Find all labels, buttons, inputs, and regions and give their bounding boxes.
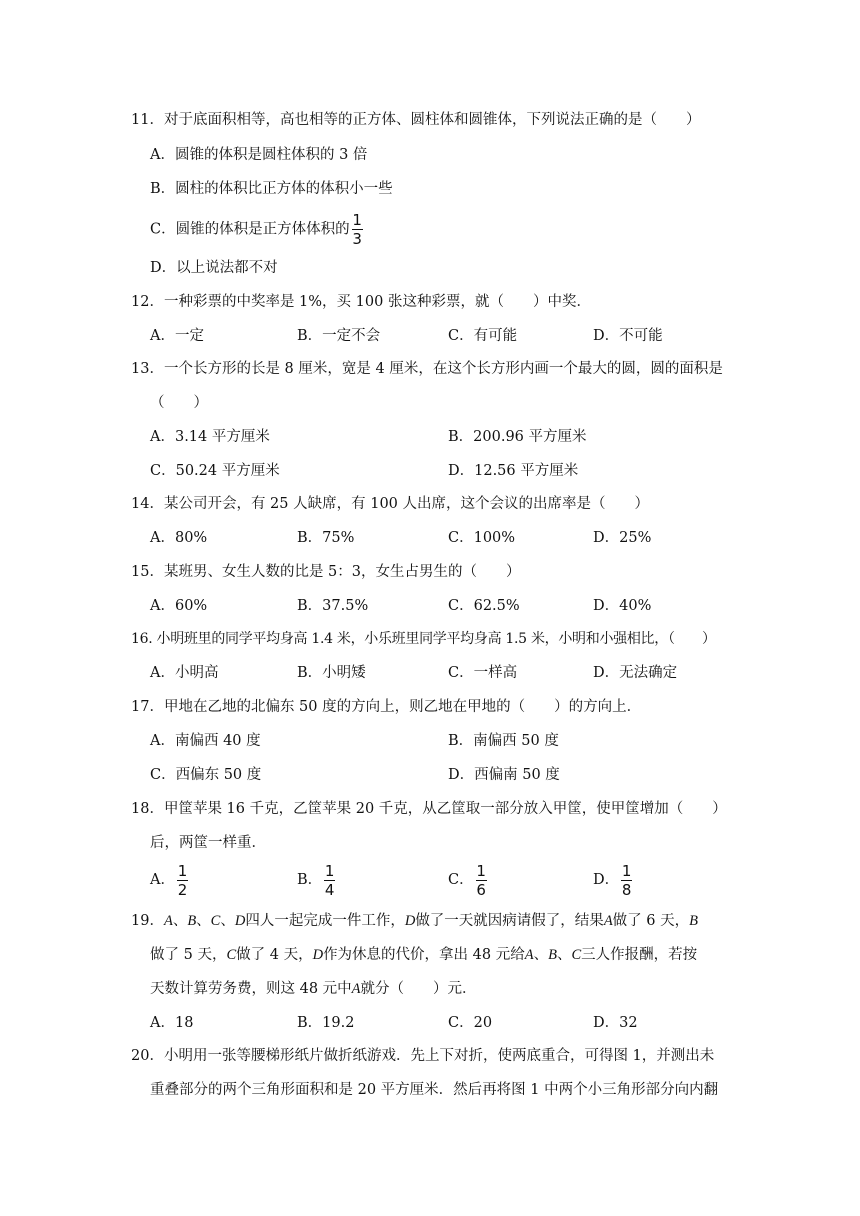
q11-option-a: A．圆锥的体积是圆柱体积的 3 倍 <box>150 147 368 163</box>
q15-option-c: C．62.5% <box>448 598 520 614</box>
q12-option-c: C．有可能 <box>448 328 518 344</box>
q11-fraction: $\frac{1}{3}$ <box>352 211 362 248</box>
q12-stem: 12．一种彩票的中奖率是 1%，买 100 张这种彩票，就（ ）中奖． <box>131 294 591 310</box>
q13-option-c: C．50.24 平方厘米 <box>150 463 280 479</box>
q13-option-b: B．200.96 平方厘米 <box>448 429 587 445</box>
q17-stem: 17．甲地在乙地的北偏东 50 度的方向上，则乙地在甲地的（ ）的方向上． <box>131 699 642 715</box>
q14-stem: 14．某公司开会，有 25 人缺席，有 100 人出席，这个会议的出席率是（ ） <box>131 496 650 512</box>
q16-option-c: C．一样高 <box>448 665 518 681</box>
q15-stem: 15．某班男、女生人数的比是 5：3，女生占男生的（ ） <box>131 564 521 580</box>
q14-option-b: B．75% <box>297 530 355 546</box>
q11-option-c-text: C．圆锥的体积是正方体体积的 <box>150 221 350 238</box>
q19-stem-line3: 天数计算劳务费，则这 48 元中A就分（ ）元． <box>150 981 477 997</box>
q16-stem: 16. 小明班里的同学平均身高 1.4 米，小乐班里同学平均身高 1.5 米，小明和小强相比，（ ） <box>131 631 716 647</box>
q18-option-d: D． $\frac{1}{8}$ <box>593 861 632 899</box>
q11-option-c <box>150 212 363 247</box>
q18-option-b: B． $\frac{1}{4}$ <box>297 861 335 899</box>
q16-option-a: A．小明高 <box>150 665 219 681</box>
q13-option-a: A．3.14 平方厘米 <box>150 429 270 445</box>
q18-option-a: A． $\frac{1}{2}$ <box>150 861 188 899</box>
q18-stem: 18．甲筐苹果 16 千克，乙筐苹果 20 千克，从乙筐取一部分放入甲筐，使甲筐增加（ ） <box>131 801 727 817</box>
q19-stem-line2: 做了 5 天，C做了 4 天，D作为休息的代价，拿出 48 元给A、B、C三人作报酬，若按 <box>150 947 698 963</box>
q19-option-d: D．32 <box>593 1015 638 1031</box>
q18-option-c: C． $\frac{1}{6}$ <box>448 861 486 899</box>
q11-option-d: D．以上说法都不对 <box>150 260 278 276</box>
q19-stem-line1: 19．A、B、C、D四人一起完成一件工作，D做了一天就因病请假了，结果A做了 6 天，B <box>131 913 698 929</box>
q15-option-b: B．37.5% <box>297 598 369 614</box>
q17-option-c: C．西偏东 50 度 <box>150 767 262 783</box>
q15-option-d: D．40% <box>593 598 652 614</box>
q18-fraction-c: $\frac{1}{6}$ <box>476 861 486 899</box>
q18-fraction-b: $\frac{1}{4}$ <box>324 861 335 899</box>
q19-option-a: A．18 <box>150 1015 194 1031</box>
q12-option-b: B．一定不会 <box>297 328 381 344</box>
q13-stem: 13．一个长方形的长是 8 厘米，宽是 4 厘米，在这个长方形内画一个最大的圆，圆的面积是 <box>131 361 723 377</box>
q17-option-a: A．南偏西 40 度 <box>150 733 261 749</box>
q16-option-b: B．小明矮 <box>297 665 366 681</box>
q11-stem: 11．对于底面积相等，高也相等的正方体、圆柱体和圆锥体，下列说法正确的是（ ） <box>131 112 701 128</box>
q17-option-d: D．西偏南 50 度 <box>448 767 560 783</box>
q17-option-b: B．南偏西 50 度 <box>448 733 559 749</box>
q14-option-d: D．25% <box>593 530 652 546</box>
q18-fraction-a: $\frac{1}{2}$ <box>177 861 188 899</box>
q12-option-d: D．不可能 <box>593 328 663 344</box>
q12-option-a: A．一定 <box>150 328 204 344</box>
q19-option-b: B．19.2 <box>297 1015 355 1031</box>
q19-option-c: C．20 <box>448 1015 493 1031</box>
q18-stem-cont: 后，两筐一样重． <box>150 835 266 851</box>
q18-fraction-d: $\frac{1}{8}$ <box>621 861 632 899</box>
q13-stem-cont: （ ） <box>150 395 208 411</box>
q16-option-d: D．无法确定 <box>593 665 678 681</box>
q11-option-b: B．圆柱的体积比正方体的体积小一些 <box>150 181 393 197</box>
q20-stem-line1: 20．小明用一张等腰梯形纸片做折纸游戏．先上下对折，使两底重合，可得图 1，并测出未 <box>131 1048 715 1064</box>
q14-option-c: C．100% <box>448 530 516 546</box>
q13-option-d: D．12.56 平方厘米 <box>448 463 579 479</box>
q15-option-a: A．60% <box>150 598 208 614</box>
q20-stem-line2: 重叠部分的两个三角形面积和是 20 平方厘米．然后再将图 1 中两个小三角形部分向内翻 <box>150 1082 719 1098</box>
q14-option-a: A．80% <box>150 530 208 546</box>
